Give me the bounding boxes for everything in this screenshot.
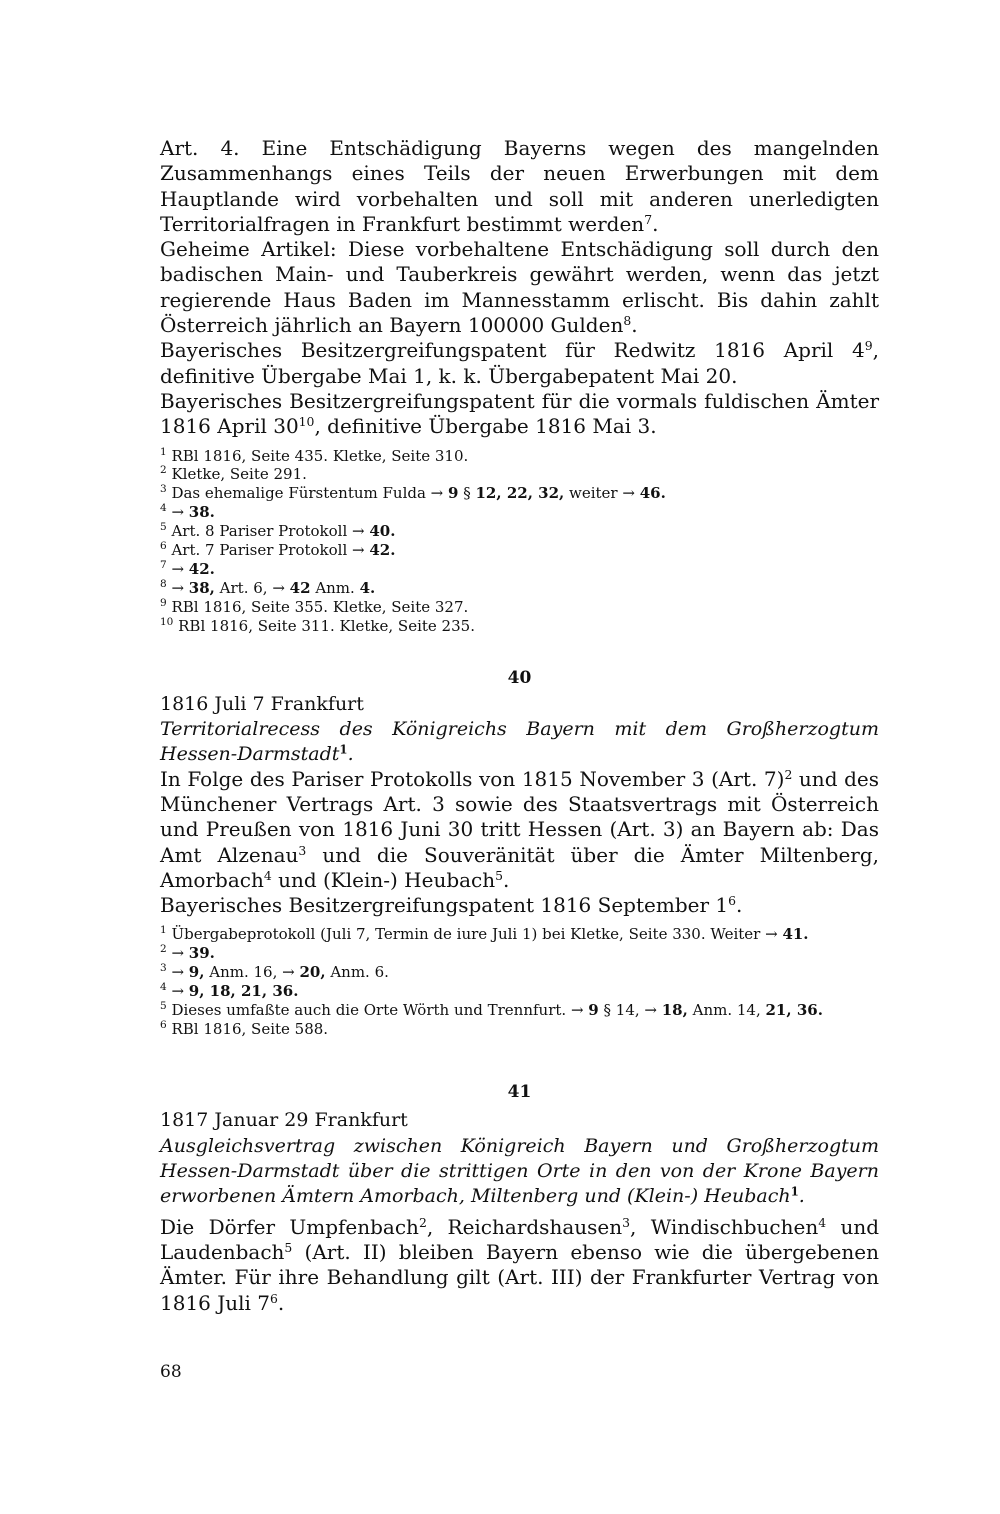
footnote: $^5$ Dieses umfaßte auch die Orte Wörth und Trennfurt. → 9 § 14, → 18, Anm. 14, 21, 36. (160, 1000, 823, 1020)
title-41: Ausgleichsvertrag zwischen Königreich Bayern und Großherzogtum Hessen-Darmstadt über die strittigen Orte in den von der Krone Bayern erworbenen Ämtern Amorbach, Miltenberg und (Klein-) Heubach$^1$. (160, 1134, 879, 1207)
document-number-40: 40 (507, 667, 532, 688)
footnote: $^3$ Das ehemalige Fürstentum Fulda → 9 § 12, 22, 32, weiter → 46. (160, 483, 666, 503)
fulda-patent-paragraph: Bayerisches Besitzergreifungspatent für die vormals fuldischen Ämter 1816 April $30^{10}$, definitive Übergabe 1816 Mai 3. (160, 388, 879, 439)
dateline-41: 1817 Januar 29 Frankfurt (160, 1108, 408, 1131)
footnote: $^1$ Übergabeprotokoll (Juli 7, Termin de iure Juli 1) bei Kletke, Seite 330. Weiter → 41. (160, 924, 809, 944)
footnotes-top (160, 447, 879, 636)
redwitz-patent-paragraph: Bayerisches Besitzergreifungspatent für Redwitz 1816 April $4^9$, definitive Übergabe Mai 1, k. k. Übergabepatent Mai 20. (160, 338, 879, 388)
body-40: In Folge des Pariser Protokolls von 1815 November 3 (Art. 7)$^2$ und des Münchener Vertrags Art. 3 sowie des Staatsvertrags mit Österreich und Preußen von 1816 Juni 30 tritt Hessen (Art. 3) an Bayern ab: Das Amt Alzenau$^3$ und die Souveränität über die Ämter Miltenberg, Amorbach$^4$ und (Klein-) Heubach$^5$. (160, 766, 879, 892)
footnote: $^1$ RBl 1816, Seite 435. Kletke, Seite 310. (160, 445, 469, 465)
body-41: Die Dörfer Umpfenbach$^2$, Reichardshausen$^3$, Windischbuchen$^4$ und Laudenbach$^5$ (Art. II) bleiben Bayern ebenso wie die übergebenen Ämter. Für ihre Behandlung gilt (Art. III) der Frankfurter Vertrag von 1816 Juli $7^6$. (160, 1214, 880, 1315)
document-number-41: 41 (507, 1081, 532, 1102)
footnote: $^5$ Art. 8 Pariser Protokoll → 40. (160, 521, 396, 541)
title-40: Territorialrecess des Königreichs Bayern mit dem Großherzogtum Hessen-Darmstadt$^1$. (160, 717, 879, 765)
dateline-40: 1816 Juli 7 Frankfurt (160, 692, 364, 715)
footnote: $^4$ → 38. (160, 502, 215, 522)
page-content (160, 136, 879, 1316)
footnotes-40 (160, 925, 879, 1038)
page-number: 68 (160, 1362, 182, 1382)
article-4-paragraph: Art. 4. Eine Entschädigung Bayerns wegen des mangelnden Zusammenhangs eines Teils der neuen Erwerbungen mit dem Hauptlande wird vorbehalten und soll mit anderen unerledigten Territorialfragen in Frankfurt bestimmt werden$^7$. (160, 136, 879, 236)
footnote: $^{10}$ RBl 1816, Seite 311. Kletke, Seite 235. (160, 615, 475, 635)
footnote: $^2$ → 39. (160, 943, 215, 963)
footnote: $^6$ Art. 7 Pariser Protokoll → 42. (160, 540, 396, 560)
footnote: $^8$ → 38, Art. 6, → 42 Anm. 4. (160, 578, 376, 597)
patent-40: Bayerisches Besitzergreifungspatent 1816 September $1^6$. (160, 893, 743, 918)
footnote: $^7$ → 42. (160, 559, 215, 578)
footnote: $^2$ Kletke, Seite 291. (160, 464, 307, 484)
footnote: $^3$ → 9, Anm. 16, → 20, Anm. 6. (160, 962, 389, 982)
footnote: $^6$ RBl 1816, Seite 588. (160, 1019, 329, 1038)
footnote: $^4$ → 9, 18, 21, 36. (160, 981, 299, 1001)
secret-articles-paragraph: Geheime Artikel: Diese vorbehaltene Entschädigung soll durch den badischen Main- und Tauberkreis gewährt werden, wenn das jetzt regierende Haus Baden im Mannesstamm erlischt. Bis dahin zahlt Österreich jährlich an Bayern 100000 Gulden$^8$. (160, 237, 879, 338)
footnote: $^9$ RBl 1816, Seite 355. Kletke, Seite 327. (160, 597, 469, 616)
